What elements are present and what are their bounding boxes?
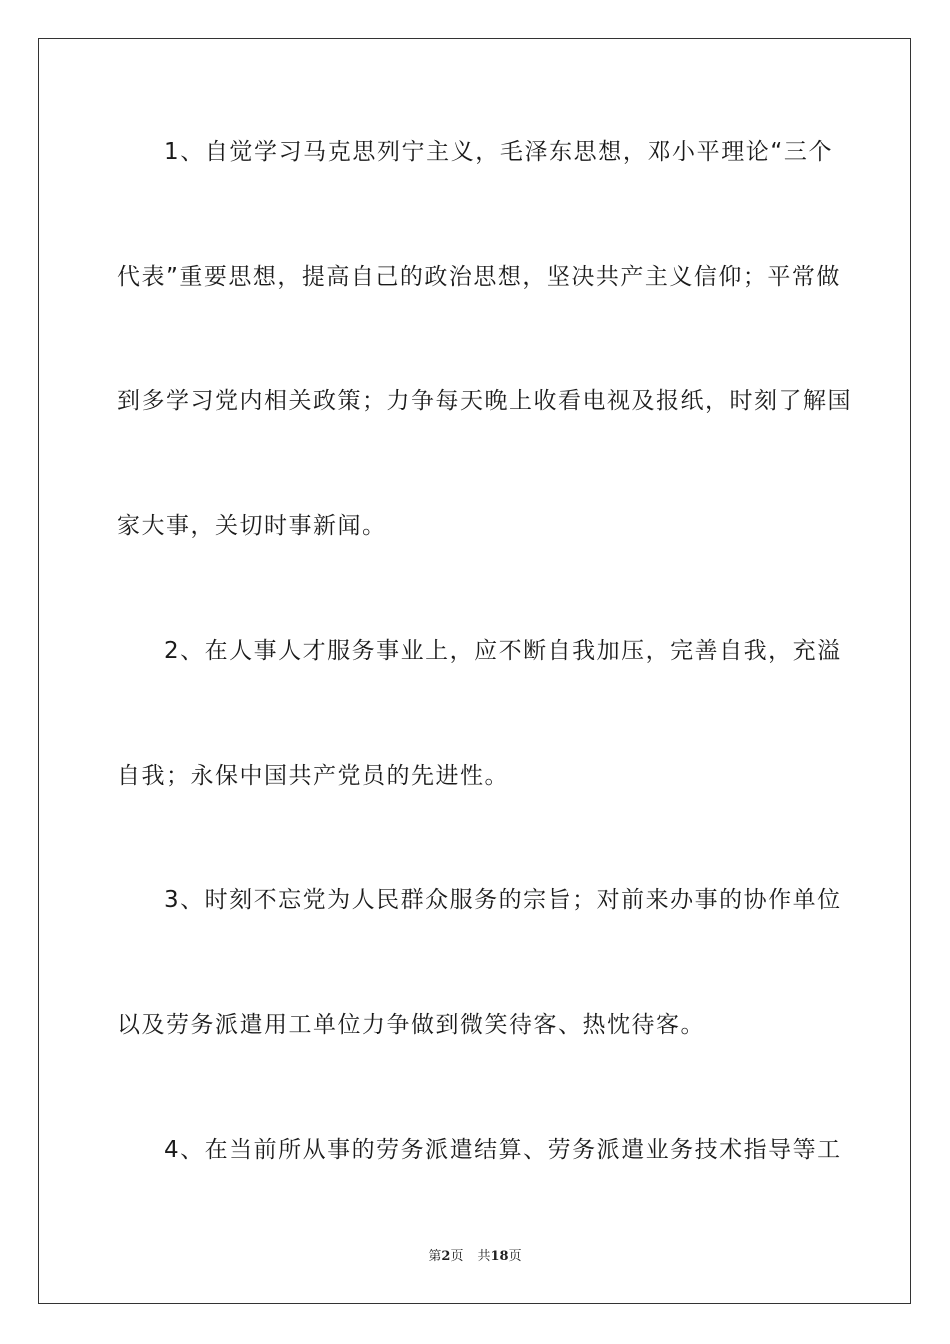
footer-page-suffix: 页 — [450, 1249, 464, 1264]
footer-page-prefix: 第 — [428, 1249, 442, 1264]
paragraph-2-line-1: 2、在人事人才服务事业上，应不断自我加压，完善自我，充溢 — [164, 638, 842, 664]
footer-page-number: 2 — [441, 1249, 451, 1264]
footer-total-pages: 18 — [490, 1249, 509, 1264]
paragraph-3-line-2: 以及劳务派遣用工单位力争做到微笑待客、热忱待客。 — [117, 1012, 705, 1038]
page-footer — [0, 1248, 950, 1266]
footer-total-prefix: 共 — [477, 1249, 491, 1264]
paragraph-1-line-1: 1、自觉学习马克思列宁主义，毛泽东思想，邓小平理论“三个 — [164, 139, 833, 165]
page-border — [38, 38, 911, 1304]
paragraph-1-line-3: 到多学习党内相关政策；力争每天晚上收看电视及报纸，时刻了解国 — [117, 388, 852, 414]
footer-total-suffix: 页 — [508, 1249, 522, 1264]
paragraph-3-line-1: 3、时刻不忘党为人民群众服务的宗旨；对前来办事的协作单位 — [164, 887, 842, 913]
paragraph-2-line-2: 自我；永保中国共产党员的先进性。 — [117, 763, 509, 789]
paragraph-1-line-4: 家大事，关切时事新闻。 — [117, 513, 387, 539]
paragraph-4-line-1: 4、在当前所从事的劳务派遣结算、劳务派遣业务技术指导等工 — [164, 1137, 842, 1163]
paragraph-1-line-2: 代表”重要思想，提高自己的政治思想，坚决共产主义信仰；平常做 — [117, 264, 841, 290]
